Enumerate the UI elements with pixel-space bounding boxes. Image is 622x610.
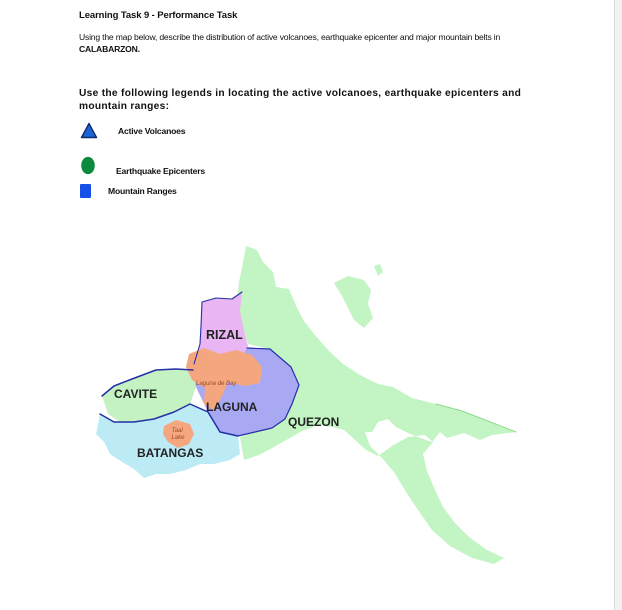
- taal-lake-line-2: Lake: [171, 435, 185, 441]
- map-label-batangas: BATANGAS: [137, 446, 204, 460]
- map-label-taal-lake: [171, 428, 185, 441]
- island-polillo: [334, 276, 373, 328]
- instruction-text: Using the map below, describe the distribution of active volcanoes, earthquake epicenter and major mountain belts in: [79, 32, 501, 42]
- island-small-north: [374, 264, 383, 276]
- blue-triangle-icon: [80, 122, 98, 139]
- task-instructions: [79, 31, 549, 55]
- map-label-laguna-de-bay: Laguna de Bay: [196, 381, 237, 387]
- legend-label-epicenters: Earthquake Epicenters: [116, 166, 205, 176]
- taal-lake-line-1: Taal: [171, 428, 183, 434]
- legend-label-volcanoes: Active Volcanoes: [118, 125, 186, 136]
- legend-heading: Use the following legends in locating the active volcanoes, earthquake epicenters and mountain ranges:: [79, 88, 522, 112]
- calabarzon-map: [92, 236, 522, 571]
- legend-label-mountains: Mountain Ranges: [108, 186, 177, 196]
- task-title: Learning Task 9 - Performance Task: [79, 10, 238, 21]
- map-label-cavite: CAVITE: [114, 387, 158, 401]
- map-label-rizal: RIZAL: [206, 328, 243, 342]
- legend-item-volcanoes: [80, 122, 185, 139]
- green-circle-icon: [80, 156, 96, 175]
- region-name: CALABARZON.: [79, 44, 140, 54]
- legend-item-epicenters: [80, 154, 205, 176]
- legend-item-mountains: [80, 184, 177, 198]
- blue-square-icon: [80, 184, 91, 198]
- map-label-quezon: QUEZON: [288, 415, 340, 429]
- map-label-laguna: LAGUNA: [206, 400, 258, 414]
